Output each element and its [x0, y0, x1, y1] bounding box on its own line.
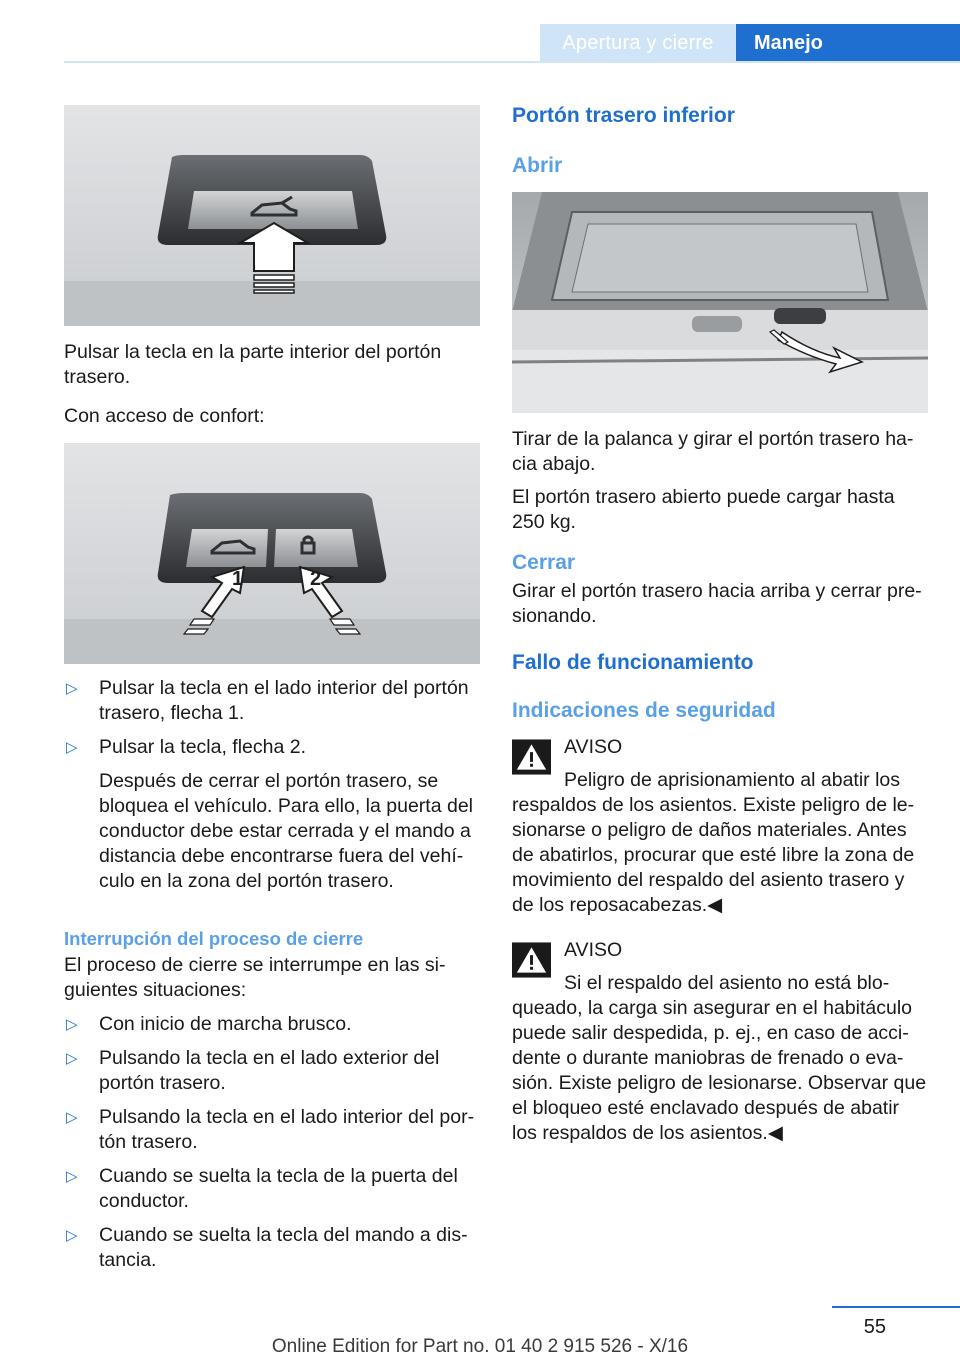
right-column [512, 102, 928, 1146]
open-instruction: Tirar de la palanca y girar el portón trasero ha‐cia abajo. [512, 428, 914, 475]
triangle-right-icon: ▷ [66, 1016, 78, 1033]
heading-safety: Indicaciones de seguridad [512, 699, 776, 722]
arrow-label-2: 2 [310, 568, 322, 590]
caption-inner-button: Pulsar la tecla en la parte interior del portón trasero. [64, 341, 442, 388]
list-item [64, 1223, 480, 1273]
load-capacity: El portón trasero abierto puede cargar hasta 250 kg. [512, 486, 895, 533]
triangle-right-icon: ▷ [66, 1168, 78, 1185]
list-item-text: Cuando se suelta la tecla de la puerta del conductor. [99, 1165, 458, 1212]
list-item [64, 1164, 480, 1214]
comfort-steps-list [64, 676, 480, 894]
warning-block [512, 735, 928, 918]
heading-fault: Fallo de funcionamiento [512, 651, 754, 674]
left-column [64, 105, 480, 1273]
list-item-text: Cuando se suelta la tecla del mando a dis‐tancia. [99, 1224, 468, 1271]
warning-block [512, 938, 928, 1146]
header-section-tab: Apertura y cierre [540, 24, 736, 62]
list-item [64, 1046, 480, 1096]
list-item-text: Pulsar la tecla en el lado interior del portón trasero, flecha 1. [99, 677, 469, 724]
triangle-right-icon: ▷ [66, 1050, 78, 1067]
page-header [0, 24, 960, 62]
tailgate-button-figure [64, 105, 480, 326]
header-rule [64, 61, 960, 63]
header-chapter-tab: Manejo [736, 24, 960, 62]
warning-title: AVISO [564, 736, 623, 758]
list-item-text: Pulsar la tecla, flecha 2. [99, 736, 307, 758]
warning-text: queado, la carga sin asegurar en el habitáculo puede salir despedida, p. ej., en caso de acci‐dente o durante maniobras de frenado o eva‐sión. Existe peligro de lesionarse. Observar que el bloqueo esté enclavado después de abatir los respaldos de los asientos.◀ [512, 997, 927, 1144]
triangle-right-icon: ▷ [66, 739, 78, 756]
list-item-text: Pulsando la tecla en el lado interior del por‐tón trasero. [99, 1106, 475, 1153]
interrupt-heading: Interrupción del proceso de cierre [64, 928, 364, 949]
triangle-right-icon: ▷ [66, 1227, 78, 1244]
heading-lower-tailgate: Portón trasero inferior [512, 104, 735, 127]
arrow-label-1: 1 [232, 568, 244, 590]
warning-title: AVISO [564, 939, 623, 961]
warning-text: respaldos de los asientos. Existe peligro de le‐sionarse o peligro de daños materiales. Antes de abatirlos, procurar que esté libre la zona de movimiento del respaldo del asiento trasero y de los reposacabezas.◀ [512, 794, 915, 916]
list-item [64, 1105, 480, 1155]
list-item-text: Pulsando la tecla en el lado exterior del portón trasero. [99, 1047, 440, 1094]
comfort-access-label: Con acceso de confort: [64, 405, 265, 427]
edition-footer: Online Edition for Part no. 01 40 2 915 526 - X/16 [271, 1336, 689, 1357]
list-item-text: Con inicio de marcha brusco. [99, 1013, 352, 1035]
triangle-right-icon: ▷ [66, 680, 78, 697]
trunk-figure [512, 192, 928, 413]
triangle-right-icon: ▷ [66, 1109, 78, 1126]
footer-rule [832, 1306, 960, 1308]
list-item [64, 1012, 480, 1037]
comfort-access-figure [64, 443, 480, 664]
warning-first-line: Peligro de aprisionamiento al abatir los [564, 769, 901, 791]
warning-triangle-icon [512, 942, 551, 978]
heading-close: Cerrar [512, 551, 576, 574]
warning-triangle-icon [512, 739, 551, 775]
heading-open: Abrir [512, 154, 563, 177]
list-item-note: Después de cerrar el portón trasero, se bloquea el vehículo. Para ello, la puerta del conductor debe estar cerrada y el mando a distancia debe encontrarse fuera del vehí‐culo en la zona del portón trasero. [99, 770, 474, 892]
list-item [64, 735, 480, 894]
list-item [64, 676, 480, 726]
interrupt-list [64, 1012, 480, 1273]
page-number: 55 [863, 1316, 886, 1338]
warning-first-line: Si el respaldo del asiento no está blo‐ [564, 972, 890, 994]
close-instruction: Girar el portón trasero hacia arriba y cerrar pre‐sionando. [512, 580, 922, 627]
interrupt-intro: El proceso de cierre se interrumpe en las si‐guientes situaciones: [64, 954, 446, 1001]
